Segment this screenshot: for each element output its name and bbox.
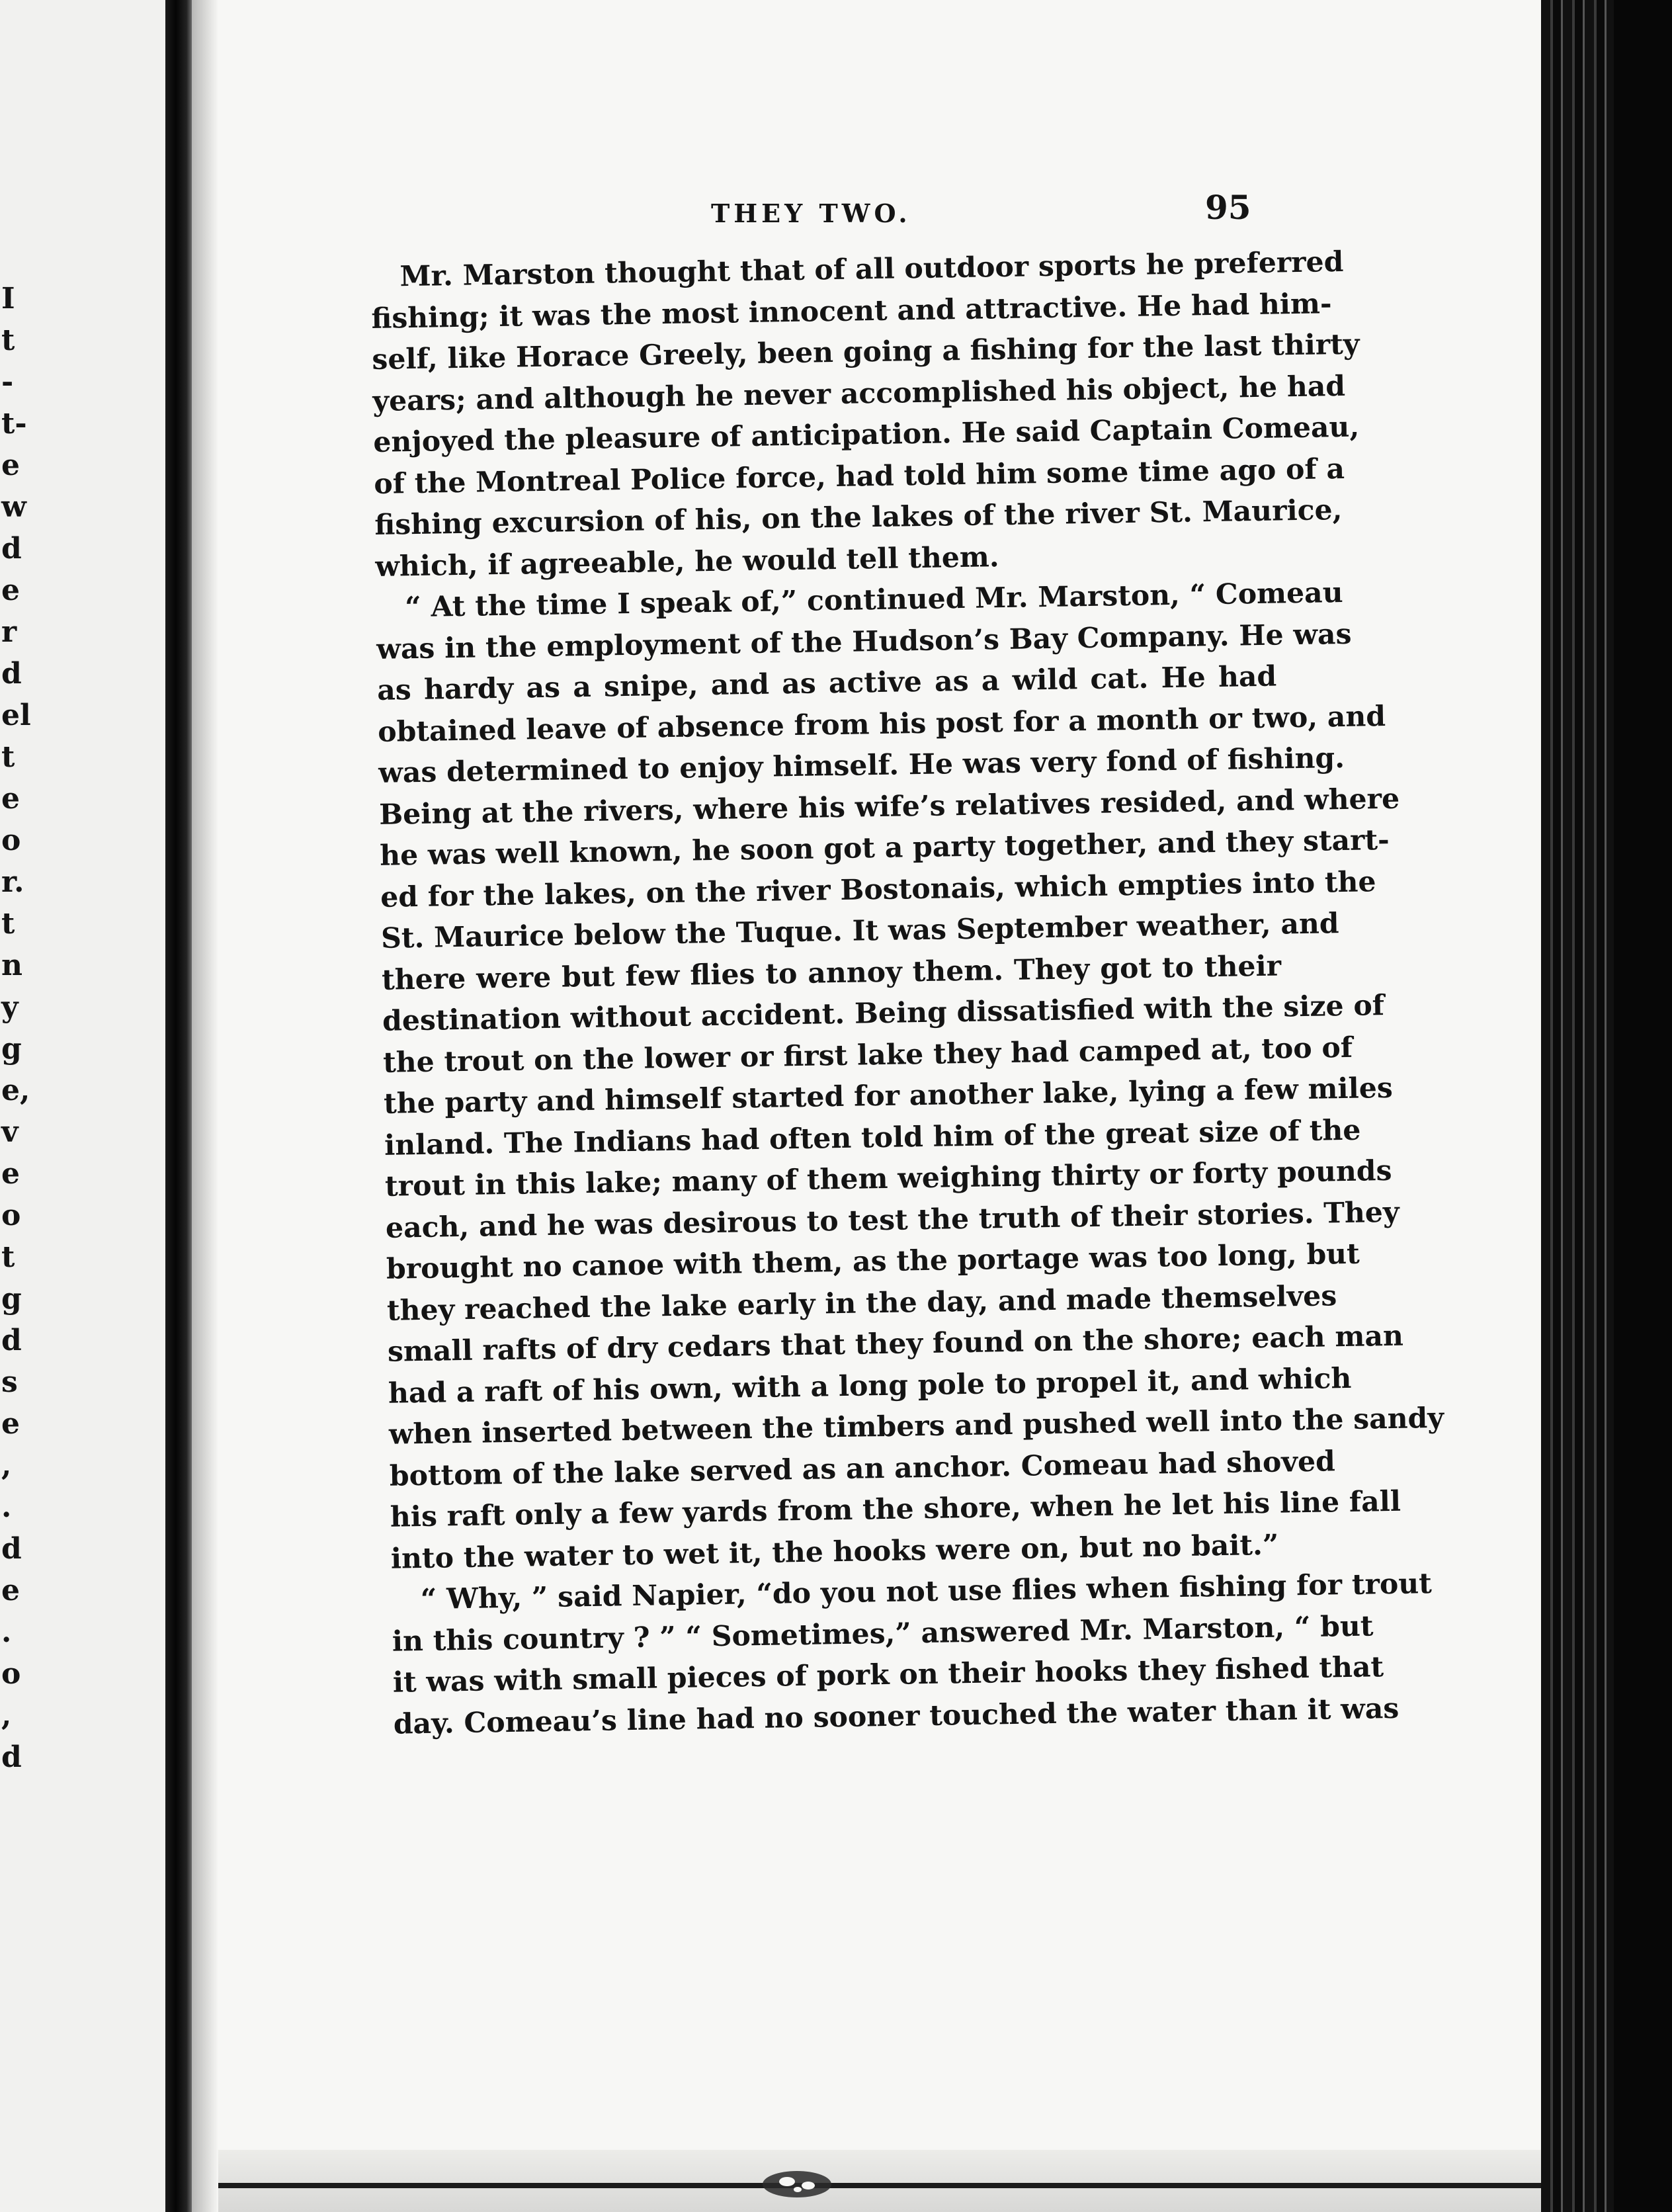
left-margin-letter: t [1, 323, 15, 357]
page-bottom-edge [218, 2183, 1541, 2188]
text-line: St. Maurice below the Tuque. It was September weather, and [380, 907, 1339, 955]
text-line: bottom of the lake served as an anchor. Comeau had shoved [389, 1444, 1336, 1493]
text-line: “ At the time I speak of,” continued Mr. Marston, “ Comeau [404, 575, 1343, 624]
book-gutter [165, 0, 192, 2212]
text-line: ed for the lakes, on the river Bostonais, which empties into the [380, 865, 1376, 914]
left-margin-letter: e, [1, 1074, 30, 1107]
left-margin-letter: e [1, 448, 20, 482]
left-margin-letter: e [1, 782, 20, 816]
left-margin-letter: v [1, 1115, 19, 1149]
left-margin-letter: , [1, 1699, 12, 1732]
text-line: day. Comeau’s line had no sooner touched the water than it was [393, 1691, 1400, 1741]
left-margin-letter: e [1, 1407, 20, 1441]
left-margin-letter: I [1, 282, 15, 316]
text-line: was determined to enjoy himself. He was very fond of fishing. [378, 741, 1345, 790]
body-text [370, 243, 1444, 1745]
left-margin-letter: y [1, 990, 19, 1024]
text-line: obtained leave of absence from his post for a month or two, and [377, 699, 1386, 749]
left-margin-letter: g [1, 1282, 22, 1316]
left-margin-letter: t [1, 907, 15, 941]
library-stamp-mark [754, 2163, 840, 2203]
left-page-margin-letters [0, 278, 40, 1778]
left-margin-letter: o [1, 1199, 21, 1232]
text-line: inland. The Indians had often told him of the great size of the [384, 1113, 1361, 1162]
text-line: Being at the rivers, where his wife’s relatives resided, and where [378, 782, 1400, 831]
left-margin-letter: el [1, 699, 31, 732]
left-margin-letter: , [1, 1449, 12, 1482]
left-margin-letter: - [1, 365, 14, 399]
text-line: destination without accident. Being dissatisfied with the size of [382, 989, 1385, 1038]
left-margin-letter: . [1, 1490, 12, 1524]
left-margin-letter: . [1, 1615, 12, 1649]
left-margin-letter: g [1, 1032, 22, 1066]
text-line: the party and himself started for another lake, lying a few miles [383, 1071, 1394, 1121]
text-line: it was with small pieces of pork on their hooks they fished that [392, 1650, 1384, 1699]
text-line: enjoyed the pleasure of anticipation. He said Captain Comeau, [373, 410, 1360, 459]
left-margin-letter: d [1, 1532, 22, 1566]
page-number: 95 [1205, 188, 1251, 227]
text-line: in this country ? ” “ Sometimes,” answered Mr. Marston, “ but [392, 1609, 1374, 1658]
left-margin-letter: e [1, 1574, 20, 1607]
text-line: when inserted between the timbers and pushed well into the sandy [388, 1401, 1444, 1451]
left-margin-letter: d [1, 1324, 22, 1357]
text-line: brought no canoe with them, as the portage was too long, but [386, 1237, 1360, 1286]
text-line: had a raft of his own, with a long pole to propel it, and which [388, 1361, 1352, 1410]
gutter-shadow [192, 0, 218, 2212]
text-line: as hardy as a snipe, and as active as a wild cat. He had [376, 659, 1277, 707]
text-line: they reached the lake early in the day, and made themselves [386, 1279, 1337, 1328]
text-line: there were but few flies to annoy them. They got to their [381, 949, 1282, 997]
book-cover-edge [1614, 0, 1672, 2212]
left-margin-letter: o [1, 824, 21, 857]
text-line: self, like Horace Greely, been going a fishing for the last thirty [372, 327, 1360, 376]
left-margin-letter: t [1, 1240, 15, 1274]
text-line: “ Why, ” said Napier, “do you not use flies when fishing for trout [420, 1567, 1433, 1617]
text-line: he was well known, he soon got a party together, and they start- [379, 823, 1390, 872]
text-line: into the water to wet it, the hooks were on, but no bait.” [390, 1528, 1279, 1576]
text-line: Mr. Marston thought that of all outdoor sports he preferred [399, 245, 1344, 294]
text-line: his raft only a few yards from the shore, when he let his line fall [390, 1484, 1401, 1534]
left-margin-letter: r. [1, 865, 24, 899]
left-margin-letter: e [1, 574, 20, 607]
left-margin-letter: d [1, 657, 22, 691]
text-line: which, if agreeable, he would tell them. [374, 540, 999, 583]
left-margin-letter: n [1, 949, 22, 982]
left-margin-letter: s [1, 1365, 18, 1399]
left-margin-letter: r [1, 615, 17, 649]
left-margin-letter: t- [1, 407, 27, 441]
text-line: fishing; it was the most innocent and attractive. He had him- [371, 286, 1332, 335]
left-margin-letter: d [1, 1740, 22, 1774]
text-line: small rafts of dry cedars that they found on the shore; each man [387, 1319, 1404, 1369]
text-line: the trout on the lower or first lake they had camped at, too of [382, 1031, 1353, 1080]
page-bottom-margin [218, 2150, 1541, 2212]
text-line: of the Montreal Police force, had told him some time ago of a [374, 452, 1345, 501]
left-margin-letter: e [1, 1157, 20, 1191]
left-margin-letter: d [1, 532, 22, 566]
left-margin-letter: w [1, 490, 26, 524]
text-line: fishing excursion of his, on the lakes of the river St. Maurice, [374, 493, 1343, 542]
left-margin-letter: o [1, 1657, 21, 1691]
left-margin-letter: t [1, 740, 15, 774]
text-line: trout in this lake; many of them weighing thirty or forty pounds [384, 1154, 1392, 1203]
text-line: was in the employment of the Hudson’s Bay Company. He was [376, 617, 1352, 666]
text-line: each, and he was desirous to test the truth of their stories. They [385, 1195, 1400, 1245]
running-head: THEY TWO. [711, 198, 911, 228]
text-line: years; and although he never accomplished his object, he had [372, 369, 1346, 418]
left-facing-page [0, 0, 165, 2212]
